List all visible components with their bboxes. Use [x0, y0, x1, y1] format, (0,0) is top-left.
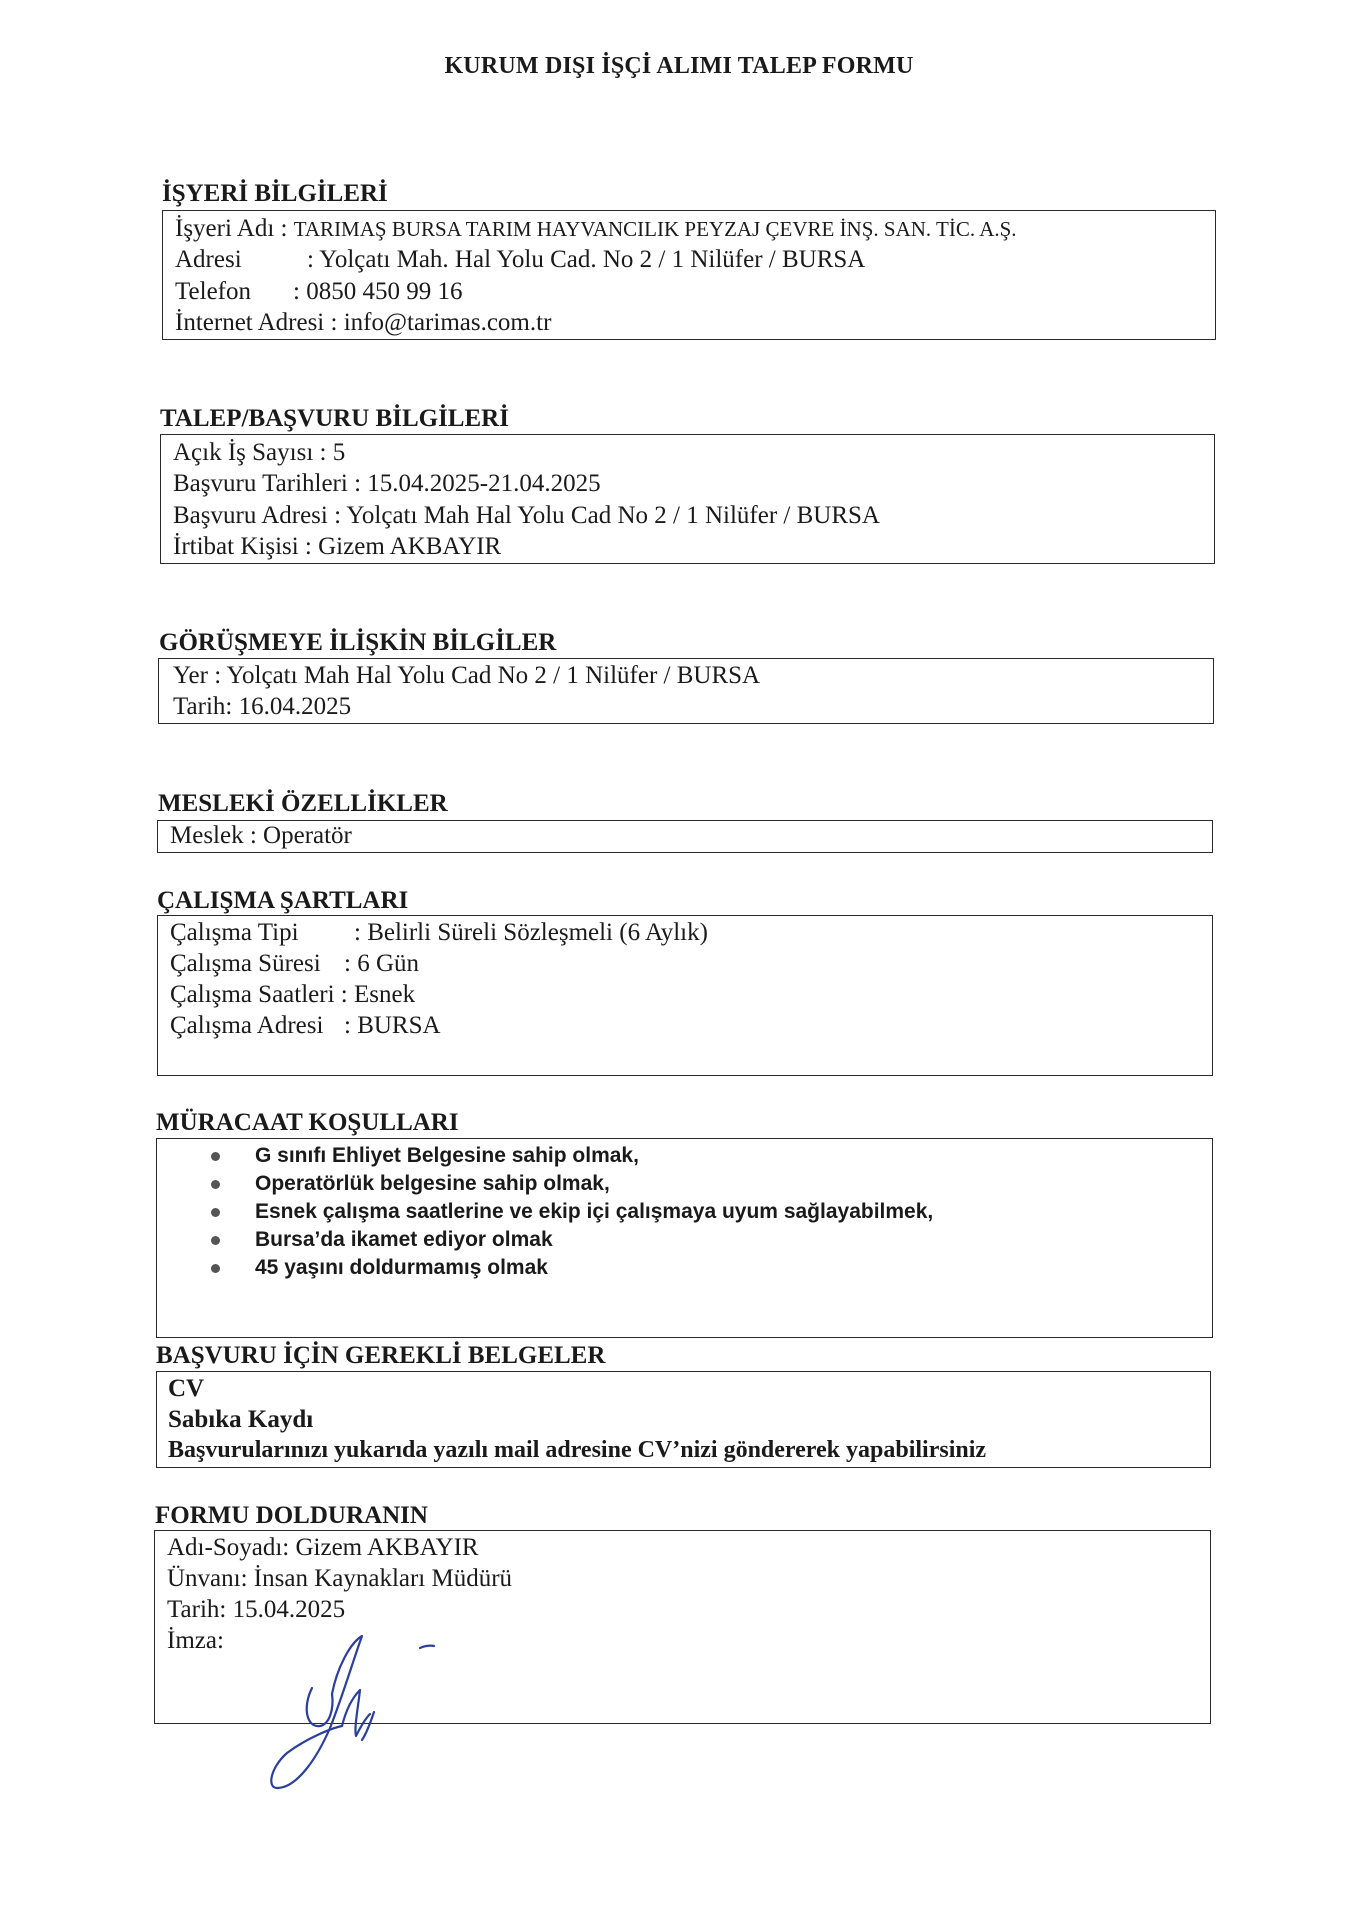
bullet-icon — [211, 1208, 220, 1217]
work-type-label: Çalışma Tipi — [170, 919, 299, 946]
bullet-icon — [211, 1180, 220, 1189]
document-criminal-record: Sabıka Kaydı — [168, 1406, 314, 1433]
workplace-heading: İŞYERİ BİLGİLERİ — [162, 180, 388, 207]
work-duration-value: : 6 Gün — [344, 950, 419, 977]
requirement-item: Bursa’da ikamet ediyor olmak — [211, 1226, 933, 1254]
bullet-icon — [211, 1264, 220, 1273]
requirements-box — [156, 1138, 1213, 1338]
profession-heading: MESLEKİ ÖZELLİKLER — [158, 790, 448, 817]
interview-heading: GÖRÜŞMEYE İLİŞKİN BİLGİLER — [159, 629, 557, 656]
workplace-address-label: Adresi — [175, 246, 242, 273]
conditions-box — [157, 915, 1213, 1076]
workplace-name-row — [175, 214, 1017, 244]
filled-by-heading: FORMU DOLDURANIN — [155, 1502, 428, 1529]
workplace-web-label: İnternet Adresi — [175, 309, 325, 336]
workplace-web-row — [175, 308, 551, 338]
bullet-icon — [211, 1152, 220, 1161]
filled-by-date: Tarih: 15.04.2025 — [167, 1596, 346, 1623]
application-heading: TALEP/BAŞVURU BİLGİLERİ — [160, 405, 509, 432]
work-hours: Çalışma Saatleri : Esnek — [170, 981, 416, 1008]
requirement-item: 45 yaşını doldurmamış olmak — [211, 1254, 933, 1282]
work-duration-label: Çalışma Süresi — [170, 950, 321, 977]
filled-by-title: Ünvanı: İnsan Kaynakları Müdürü — [167, 1565, 513, 1592]
requirements-heading: MÜRACAAT KOŞULLARI — [156, 1109, 459, 1136]
document-cv: CV — [168, 1375, 205, 1402]
open-positions: Açık İş Sayısı : 5 — [173, 439, 346, 466]
filled-by-name: Adı-Soyadı: Gizem AKBAYIR — [167, 1534, 479, 1561]
work-type-row — [170, 918, 708, 948]
documents-box — [156, 1371, 1211, 1468]
workplace-phone-row — [175, 277, 462, 307]
conditions-heading: ÇALIŞMA ŞARTLARI — [157, 887, 409, 914]
interview-date: Tarih: 16.04.2025 — [173, 693, 352, 720]
workplace-name-label: İşyeri Adı : — [175, 215, 288, 242]
documents-heading: BAŞVURU İÇİN GEREKLİ BELGELER — [156, 1342, 606, 1369]
work-address-value: : BURSA — [344, 1012, 441, 1039]
bullet-icon — [211, 1236, 220, 1245]
profession-box — [157, 820, 1213, 853]
workplace-phone-label: Telefon — [175, 278, 251, 305]
workplace-address-value: : Yolçatı Mah. Hal Yolu Cad. No 2 / 1 Nilüfer / BURSA — [307, 246, 866, 273]
work-address-row — [170, 1011, 441, 1041]
requirements-list — [211, 1142, 933, 1282]
documents-note: Başvurularınızı yukarıda yazılı mail adresine CV’nizi göndererek yapabilirsiniz — [168, 1437, 987, 1463]
profession-value: Meslek : Operatör — [170, 822, 352, 849]
work-type-value: : Belirli Süreli Sözleşmeli (6 Aylık) — [354, 919, 708, 946]
work-duration-row — [170, 949, 419, 979]
requirement-item: G sınıfı Ehliyet Belgesine sahip olmak, — [211, 1142, 933, 1170]
application-box — [160, 434, 1215, 564]
signature-image — [262, 1628, 452, 1798]
workplace-address-row — [175, 245, 865, 275]
workplace-box — [162, 210, 1216, 340]
workplace-web-value: : info@tarimas.com.tr — [330, 309, 552, 336]
workplace-name-value: TARIMAŞ BURSA TARIM HAYVANCILIK PEYZAJ ÇEVRE İNŞ. SAN. TİC. A.Ş. — [293, 217, 1017, 241]
interview-place: Yer : Yolçatı Mah Hal Yolu Cad No 2 / 1 Nilüfer / BURSA — [173, 662, 761, 689]
contact-person: İrtibat Kişisi : Gizem AKBAYIR — [173, 533, 502, 560]
signature-label: İmza: — [167, 1627, 224, 1654]
requirement-item: Esnek çalışma saatlerine ve ekip içi çalışmaya uyum sağlayabilmek, — [211, 1198, 933, 1226]
requirement-item: Operatörlük belgesine sahip olmak, — [211, 1170, 933, 1198]
workplace-phone-value: : 0850 450 99 16 — [293, 278, 463, 305]
application-address: Başvuru Adresi : Yolçatı Mah Hal Yolu Cad No 2 / 1 Nilüfer / BURSA — [173, 502, 880, 529]
document-title: KURUM DIŞI İŞÇİ ALIMI TALEP FORMU — [444, 53, 914, 79]
application-dates: Başvuru Tarihleri : 15.04.2025-21.04.2025 — [173, 470, 601, 497]
interview-box — [158, 658, 1214, 724]
work-address-label: Çalışma Adresi — [170, 1012, 324, 1039]
